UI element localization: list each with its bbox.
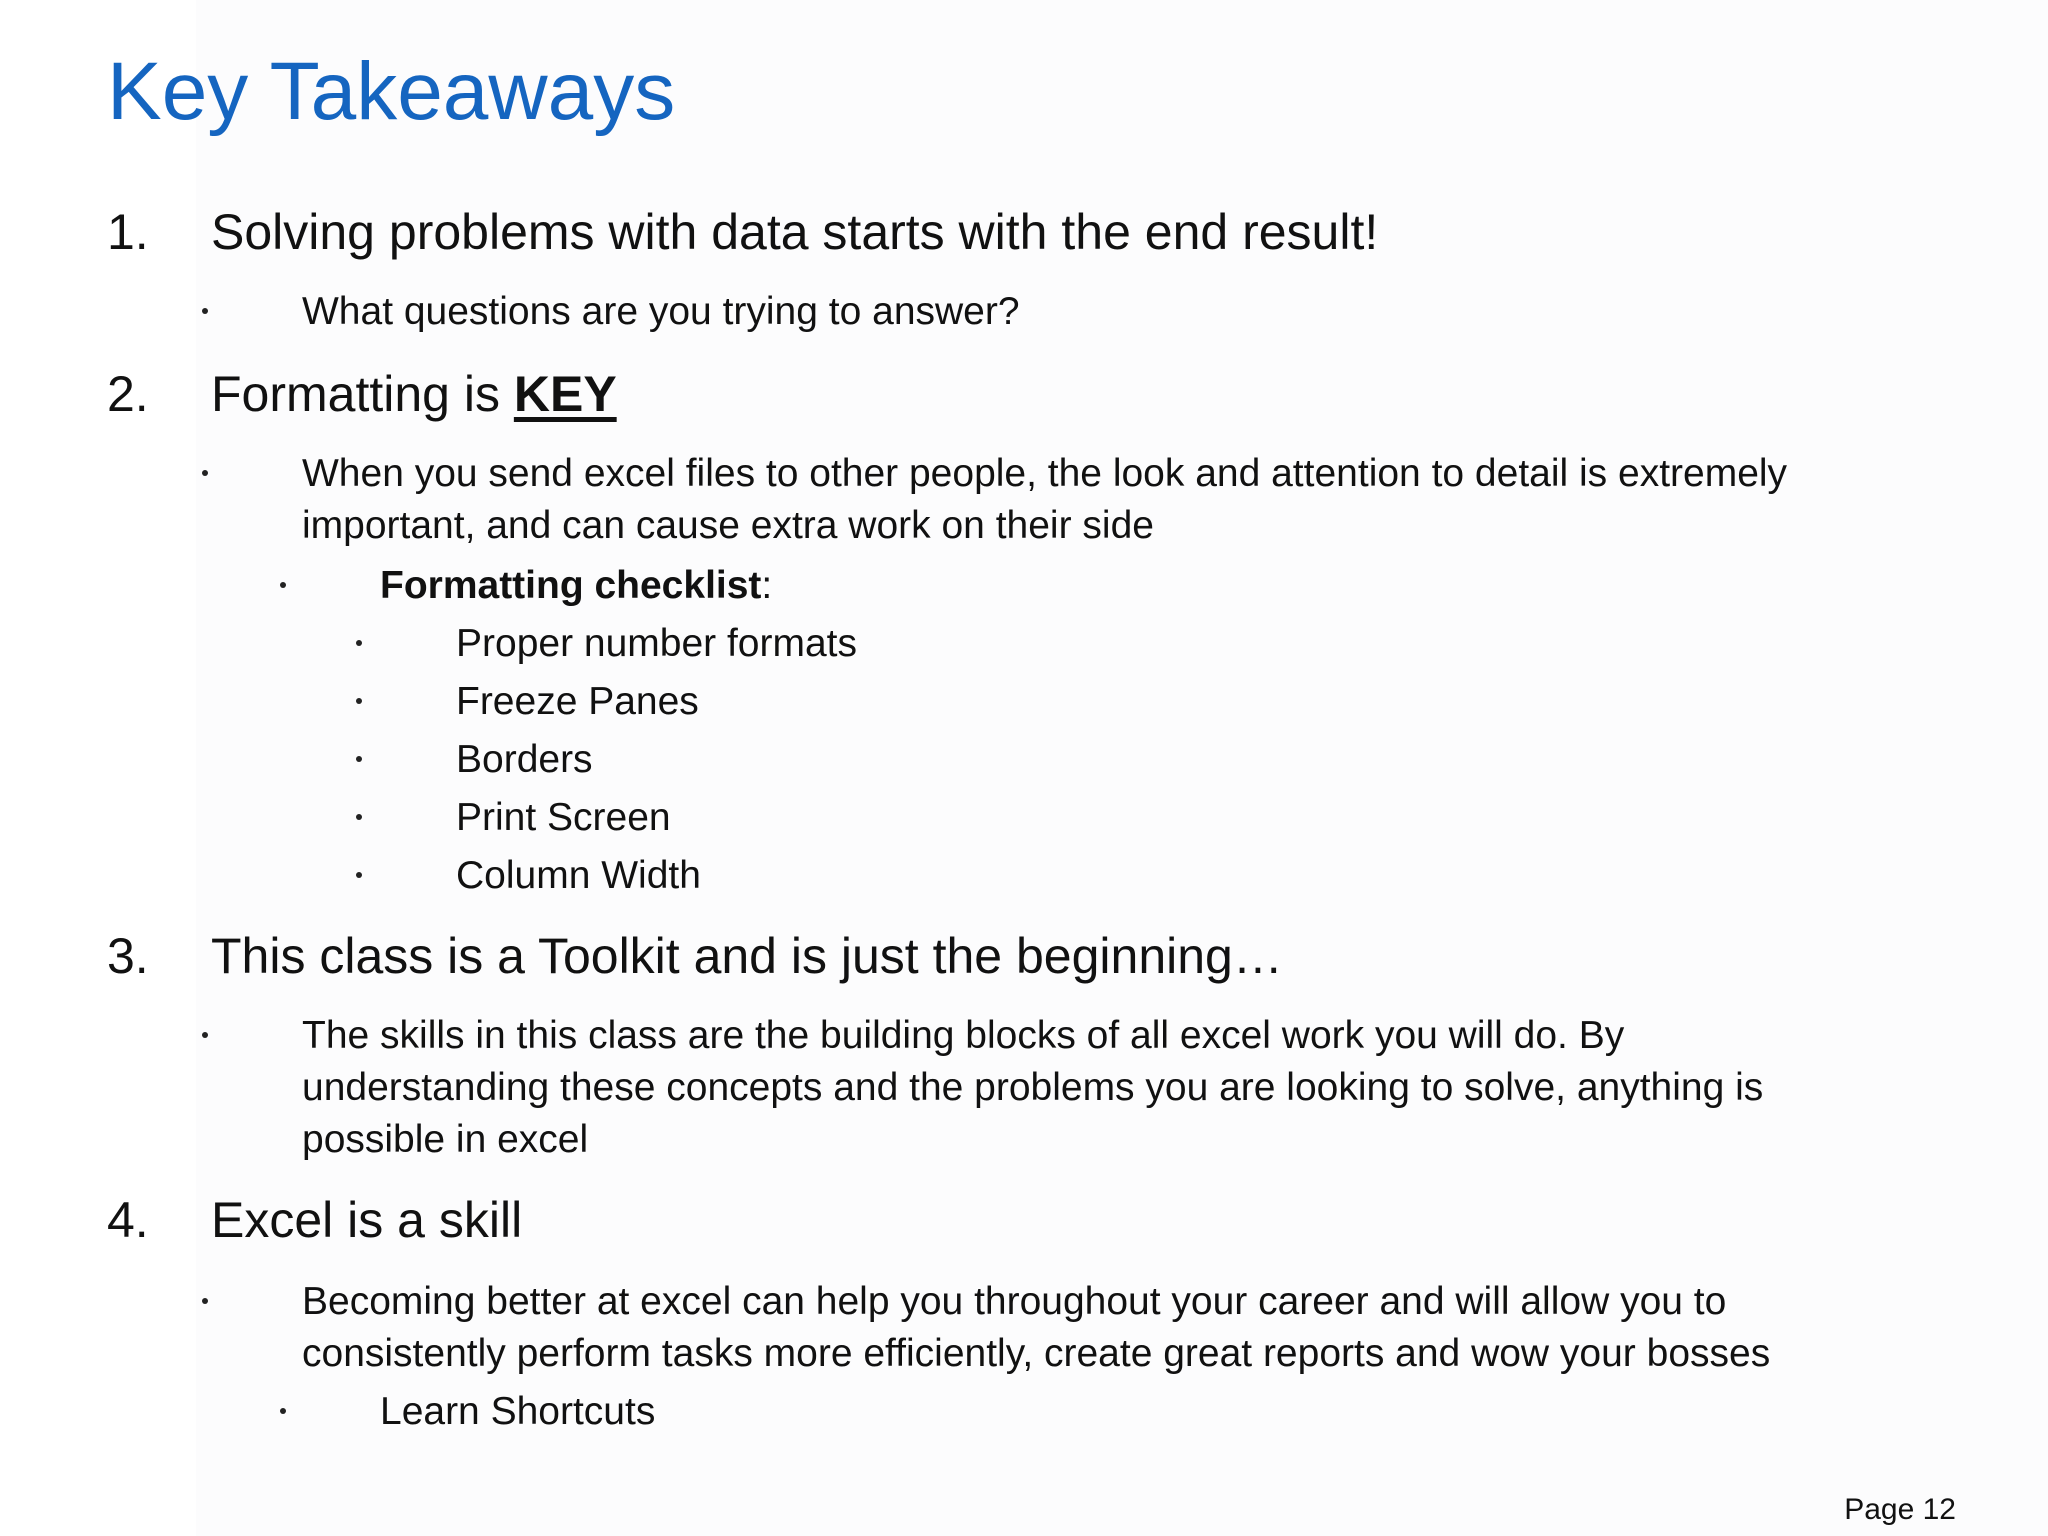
heading-prefix: Formatting is: [211, 366, 514, 422]
takeaway-heading: Excel is a skill: [211, 1192, 523, 1248]
bullet-dot-icon: [202, 308, 208, 314]
bullet-text: When you send excel files to other people, the look and attention to detail is extremely: [302, 452, 1788, 495]
takeaway-heading: Solving problems with data starts with the end result!: [211, 204, 1379, 260]
sub-bullet-text: Learn Shortcuts: [380, 1390, 656, 1433]
bullet-text: important, and can cause extra work on their side: [302, 504, 1154, 547]
bullet-dot-icon: [280, 582, 286, 588]
bullet-text: Becoming better at excel can help you throughout your career and will allow you to: [302, 1280, 1727, 1323]
takeaway-heading: This class is a Toolkit and is just the beginning…: [211, 928, 1283, 984]
checklist-text: Proper number formats: [456, 622, 857, 665]
takeaway-number: 3.: [107, 928, 149, 984]
page-margin: [0, 0, 196, 1536]
checklist-text: Borders: [456, 738, 593, 781]
takeaway-number: 2.: [107, 366, 149, 422]
heading-emphasis: KEY: [513, 366, 617, 422]
bullet-text: The skills in this class are the building blocks of all excel work you will do. By: [302, 1014, 1625, 1057]
bullet-dot-icon: [356, 756, 362, 762]
bullet-dot-icon: [356, 872, 362, 878]
checklist-text: Freeze Panes: [456, 680, 699, 723]
bullet-dot-icon: [202, 1298, 208, 1304]
takeaway-number: 4.: [107, 1192, 149, 1248]
bullet-dot-icon: [202, 470, 208, 476]
bullet-text: consistently perform tasks more efficiently, create great reports and wow your bosses: [302, 1332, 1771, 1375]
page-number: Page 12: [1844, 1493, 1956, 1526]
bullet-dot-icon: [280, 1408, 286, 1414]
bullet-dot-icon: [202, 1032, 208, 1038]
takeaway-heading: [211, 364, 617, 424]
bullet-dot-icon: [356, 640, 362, 646]
takeaway-number: 1.: [107, 204, 149, 260]
checklist-label: Formatting checklist: [380, 564, 762, 607]
bullet-dot-icon: [356, 814, 362, 820]
checklist-text: Column Width: [456, 854, 701, 897]
bullet-text: possible in excel: [302, 1118, 589, 1161]
checklist-colon: :: [761, 564, 773, 607]
bullet-text: understanding these concepts and the problems you are looking to solve, anything is: [302, 1066, 1764, 1109]
bullet-text: What questions are you trying to answer?: [302, 290, 1020, 333]
bullet-dot-icon: [356, 698, 362, 704]
page-title: Key Takeaways: [107, 46, 676, 137]
checklist-text: Print Screen: [456, 796, 671, 839]
